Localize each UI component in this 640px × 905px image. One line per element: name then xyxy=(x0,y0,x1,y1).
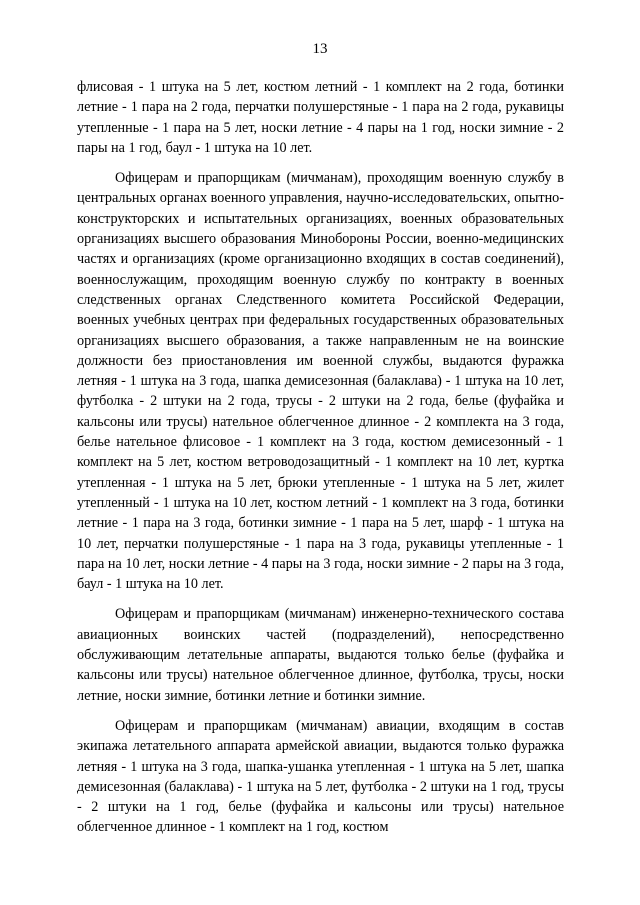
paragraph-1: флисовая - 1 штука на 5 лет, костюм летний - 1 комплект на 2 года, ботинки летние - 1 пара на 2 года, перчатки полушерстяные - 1 пара на 2 года, рукавицы утепленные - 1 пара на 5 лет, носки летние - 4 пары на 1 год, носки зимние - 2 пары на 1 год, баул - 1 штука на 10 лет. xyxy=(77,79,564,156)
paragraph-3: Офицерам и прапорщикам (мичманам) инженерно-технического состава авиационных воинских частей (подразделений), непосредственно обслуживающим летательные аппараты, выдаются только белье (фуфайка и кальсоны или трусы) нательное облегченное длинное, футболка, трусы, носки летние, носки зимние, ботинки летние и ботинки зимние. xyxy=(77,606,564,704)
paragraph-4: Офицерам и прапорщикам (мичманам) авиации, входящим в состав экипажа летательного аппарата армейской авиации, выдаются только фуражка летняя - 1 штука на 3 года, шапка-ушанка утепленная - 1 штука на 5 лет, шапка демисезонная (балаклава) - 1 штука на 5 лет, футболка - 2 штуки на 1 год, трусы - 2 штуки на 1 год, белье (фуфайка и кальсоны или трусы) нательное облегченное длинное - 1 комплект на 1 год, костюм xyxy=(77,717,564,836)
page-number: 13 xyxy=(312,41,328,57)
paragraph-2: Офицерам и прапорщикам (мичманам), проходящим военную службу в центральных органах военного управления, научно-исследовательских, опытно-конструкторских и испытательных организациях, военных образовательных организациях высшего образования Минобороны России, военно-медицинских частях и организациях (кроме организационно входящих в состав соединений), военнослужащим, проходящим военную службу по контракту в военных следственных органах Следственного комитета Российской Федерации, военных учебных центрах при федеральных государственных образовательных организациях высшего образования, а также направленным не на воинские должности без приостановления им военной службы, выдаются фуражка летняя - 1 штука на 3 года, шапка демисезонная (балаклава) - 1 штука на 10 лет, футболка - 2 штуки на 2 года, трусы - 2 штуки на 2 года, белье (фуфайка и кальсоны или трусы) нательное облегченное длинное - 2 комплекта на 3 года, белье нательное флисовое - 1 комплект на 3 года, костюм демисезонный - 1 комплект на 5 лет, костюм ветроводозащитный - 1 комплект на 10 лет, куртка утепленная - 1 штука на 5 лет, брюки утепленные - 1 штука на 5 лет, жилет утепленный - 1 штука на 10 лет, костюм летний - 1 комплект на 3 года, ботинки летние - 1 пара на 3 года, ботинки зимние - 1 пара на 5 лет, шарф - 1 штука на 10 лет, перчатки полушерстяные - 1 пара на 3 года, рукавицы утепленные - 1 пара на 10 лет, носки летние - 4 пары на 3 года, носки зимние - 2 пары на 3 года, баул - 1 штука на 10 лет. xyxy=(77,170,564,593)
document-body xyxy=(77,77,564,848)
